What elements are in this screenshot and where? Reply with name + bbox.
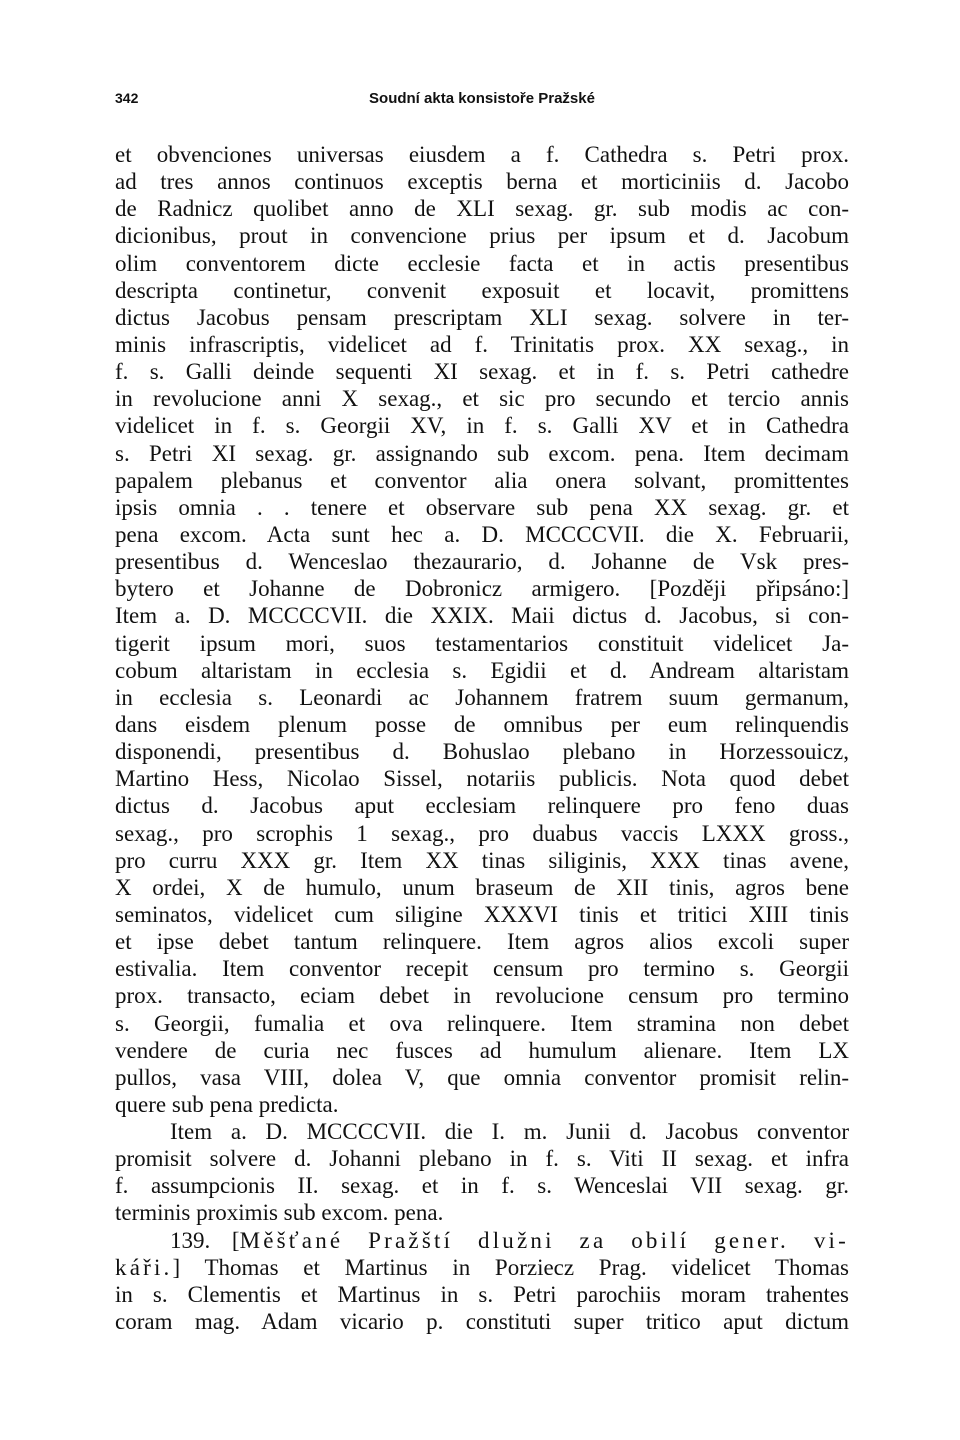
text-line: papalem plebanus et conventor alia onera solvant, promittentes: [115, 467, 849, 493]
text-line: cobum altaristam in ecclesia s. Egidii et d. Andream altaristam: [115, 657, 849, 683]
text-line: Item a. D. MCCCCVII. die I. m. Junii d. Jacobus conventor: [170, 1119, 849, 1145]
text-line: tigerit ipsum mori, suos testamentarios constituit videlicet Ja-: [115, 630, 849, 656]
text-line: dictus d. Jacobus aput ecclesiam relinquere pro feno duas: [115, 793, 849, 819]
text-line: bytero et Johanne de Dobronicz armigero. [Později připsáno:]: [115, 576, 849, 602]
page-number: 342: [115, 90, 139, 106]
text-line: sexag., pro scrophis 1 sexag., pro duabus vaccis LXXX gross.,: [115, 820, 849, 846]
running-title: Soudní akta konsistoře Pražské: [369, 90, 595, 107]
body-text: [115, 141, 849, 1335]
text-line: s. Petri XI sexag. gr. assignando sub excom. pena. Item decimam: [115, 440, 849, 466]
text-line: prox. transacto, eciam debet in revolucione censum pro termino: [115, 983, 849, 1009]
text-line-rest: ] Thomas et Martinus in Porziecz Prag. videlicet Thomas: [172, 1254, 849, 1280]
page-header: [115, 90, 849, 114]
text-line: pro curru XXX gr. Item XX tinas siliginis, XXX tinas avene,: [115, 847, 849, 873]
text-line: Item a. D. MCCCCVII. die XXIX. Maii dictus d. Jacobus, si con-: [115, 603, 849, 629]
text-line: in ecclesia s. Leonardi ac Johannem fratrem suum germanum,: [115, 684, 849, 710]
text-line: in s. Clementis et Martinus in s. Petri parochiis moram trahentes: [115, 1281, 849, 1307]
text-line: estivalia. Item conventor recepit censum pro termino s. Georgii: [115, 956, 849, 982]
text-line: vendere de curia nec fusces ad humulum alienare. Item LX: [115, 1037, 849, 1063]
text-line: promisit solvere d. Johanni plebano in f. s. Viti II sexag. et infra: [115, 1146, 849, 1172]
editorial-heading: Měšťané Pražští dlužni za obilí gener. vi-: [239, 1227, 849, 1253]
text-line: et ipse debet tantum relinquere. Item agros alios excoli super: [115, 929, 849, 955]
text-line: descripta continetur, convenit exposuit et locavit, promittens: [115, 277, 849, 303]
text-line: et obvenciones universas eiusdem a f. Cathedra s. Petri prox.: [115, 142, 849, 167]
text-line: Martino Hess, Nicolao Sissel, notariis publicis. Nota quod debet: [115, 766, 849, 792]
text-line: pullos, vasa VIII, dolea V, que omnia conventor promisit relin-: [115, 1064, 849, 1090]
entry-139-number: 139. [: [170, 1227, 240, 1253]
entry-139-heading: [115, 1227, 849, 1254]
text-line: seminatos, videlicet cum siligine XXXVI tinis et tritici XIII tinis: [115, 901, 849, 927]
text-line: quere sub pena predicta.: [115, 1091, 339, 1117]
text-line: X ordei, X de humulo, unum braseum de XII tinis, agros bene: [115, 874, 849, 900]
text-line: pena excom. Acta sunt hec a. D. MCCCCVII. die X. Februarii,: [115, 521, 849, 547]
editorial-heading-continued: káři.: [115, 1254, 173, 1280]
text-line: ipsis omnia . . tenere et observare sub pena XX sexag. gr. et: [115, 494, 849, 520]
text-line: minis infrascriptis, videlicet ad f. Trinitatis prox. XX sexag., in: [115, 331, 849, 357]
text-line: f. s. Galli deinde sequenti XI sexag. et in f. s. Petri cathedre: [115, 359, 849, 385]
text-line: videlicet in f. s. Georgii XV, in f. s. Galli XV et in Cathedra: [115, 413, 849, 439]
text-line: dictus Jacobus pensam prescriptam XLI sexag. solvere in ter-: [115, 304, 849, 330]
text-line: olim conventorem dicte ecclesie facta et in actis presentibus: [115, 250, 849, 276]
text-line: dicionibus, prout in convencione prius per ipsum et d. Jacobum: [115, 223, 849, 249]
text-line: [115, 1254, 849, 1281]
text-line: f. assumpcionis II. sexag. et in f. s. Wenceslai VII sexag. gr.: [115, 1173, 849, 1199]
text-line: ad tres annos continuos exceptis berna et morticiniis d. Jacobo: [115, 169, 849, 195]
text-line: dans eisdem plenum posse de omnibus per eum relinquendis: [115, 711, 849, 737]
text-line: coram mag. Adam vicario p. constituti super tritico aput dictum: [115, 1309, 849, 1335]
text-line: in revolucione anni X sexag., et sic pro secundo et tercio annis: [115, 386, 849, 412]
text-line: s. Georgii, fumalia et ova relinquere. Item stramina non debet: [115, 1010, 849, 1036]
text-line: de Radnicz quolibet anno de XLI sexag. gr. sub modis ac con-: [115, 196, 849, 222]
text-line: presentibus d. Wenceslao thezaurario, d. Johanne de Vsk pres-: [115, 549, 849, 575]
text-line: terminis proximis sub excom. pena.: [115, 1200, 444, 1226]
text-line: disponendi, presentibus d. Bohuslao plebano in Horzessouicz,: [115, 739, 849, 765]
